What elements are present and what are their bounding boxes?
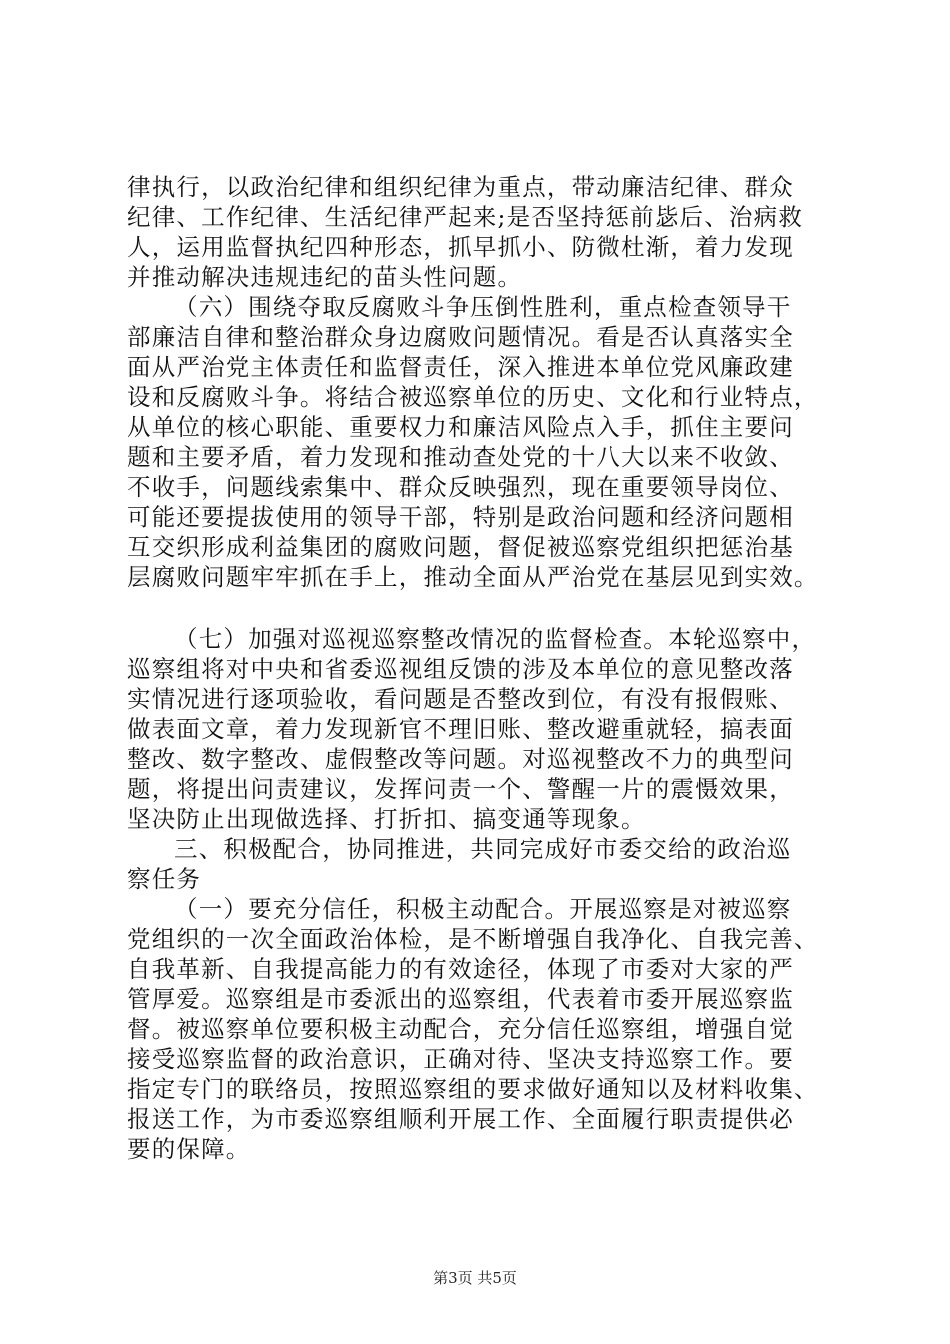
text-line: 报送工作，为市委巡察组顺利开展工作、全面履行职责提供必 xyxy=(127,1105,794,1133)
text-line: 自我革新、自我提高能力的有效途径，体现了市委对大家的严 xyxy=(127,955,794,983)
paragraph-gap xyxy=(127,592,837,624)
paragraph xyxy=(127,172,837,292)
text-line: 察任务 xyxy=(127,865,202,893)
paragraph xyxy=(127,834,837,894)
text-line: （七）加强对巡视巡察整改情况的监督检查。本轮巡察中， xyxy=(174,625,817,653)
text-line: 三、积极配合，协同推进，共同完成好市委交给的政治巡 xyxy=(174,835,792,863)
text-line: 不收手，问题线索集中、群众反映强烈，现在重要领导岗位、 xyxy=(127,473,794,501)
text-line: 互交织形成利益集团的腐败问题，督促被巡察党组织把惩治基 xyxy=(127,533,794,561)
text-line: 坚决防止出现做选择、打折扣、搞变通等现象。 xyxy=(127,805,646,833)
text-line: 人，运用监督执纪四种形态，抓早抓小、防微杜渐，着力发现 xyxy=(127,233,794,261)
text-line: （一）要充分信任，积极主动配合。开展巡察是对被巡察 xyxy=(174,895,792,923)
text-line: 并推动解决违规违纪的苗头性问题。 xyxy=(127,263,523,291)
text-line: 从单位的核心职能、重要权力和廉洁风险点入手，抓住主要问 xyxy=(127,413,794,441)
page-footer: 第3页 共5页 xyxy=(433,1269,517,1287)
text-line: 管厚爱。巡察组是市委派出的巡察组，代表着市委开展巡察监 xyxy=(127,985,794,1013)
text-line: 可能还要提拔使用的领导干部，特别是政治问题和经济问题相 xyxy=(127,503,794,531)
text-line: 层腐败问题牢牢抓在手上，推动全面从严治党在基层见到实效。 xyxy=(127,563,819,591)
text-line: 整改、数字整改、虚假整改等问题。对巡视整改不力的典型问 xyxy=(127,745,794,773)
text-line: 题和主要矛盾，着力发现和推动查处党的十八大以来不收敛、 xyxy=(127,443,794,471)
text-line: 要的保障。 xyxy=(127,1135,251,1163)
text-line: 设和反腐败斗争。将结合被巡察单位的历史、文化和行业特点， xyxy=(127,383,819,411)
text-line: 巡察组将对中央和省委巡视组反馈的涉及本单位的意见整改落 xyxy=(127,655,794,683)
text-line: 做表面文章，着力发现新官不理旧账、整改避重就轻，搞表面 xyxy=(127,715,794,743)
paragraph xyxy=(127,894,837,1164)
text-line: 实情况进行逐项验收，看问题是否整改到位，有没有报假账、 xyxy=(127,685,794,713)
text-line: 部廉洁自律和整治群众身边腐败问题情况。看是否认真落实全 xyxy=(127,323,794,351)
text-line: 指定专门的联络员，按照巡察组的要求做好通知以及材料收集、 xyxy=(127,1075,819,1103)
document-body xyxy=(127,172,837,1164)
text-line: 党组织的一次全面政治体检，是不断增强自我净化、自我完善、 xyxy=(127,925,819,953)
text-line: 纪律、工作纪律、生活纪律严起来;是否坚持惩前毖后、治病救 xyxy=(127,203,804,231)
paragraph xyxy=(127,624,837,834)
text-line: 律执行，以政治纪律和组织纪律为重点，带动廉洁纪律、群众 xyxy=(127,173,794,201)
text-line: 面从严治党主体责任和监督责任，深入推进本单位党风廉政建 xyxy=(127,353,794,381)
text-line: （六）围绕夺取反腐败斗争压倒性胜利，重点检查领导干 xyxy=(174,293,792,321)
text-line: 督。被巡察单位要积极主动配合，充分信任巡察组，增强自觉 xyxy=(127,1015,794,1043)
paragraph xyxy=(127,292,837,592)
text-line: 题，将提出问责建议，发挥问责一个、警醒一片的震慑效果， xyxy=(127,775,794,803)
text-line: 接受巡察监督的政治意识，正确对待、坚决支持巡察工作。要 xyxy=(127,1045,794,1073)
